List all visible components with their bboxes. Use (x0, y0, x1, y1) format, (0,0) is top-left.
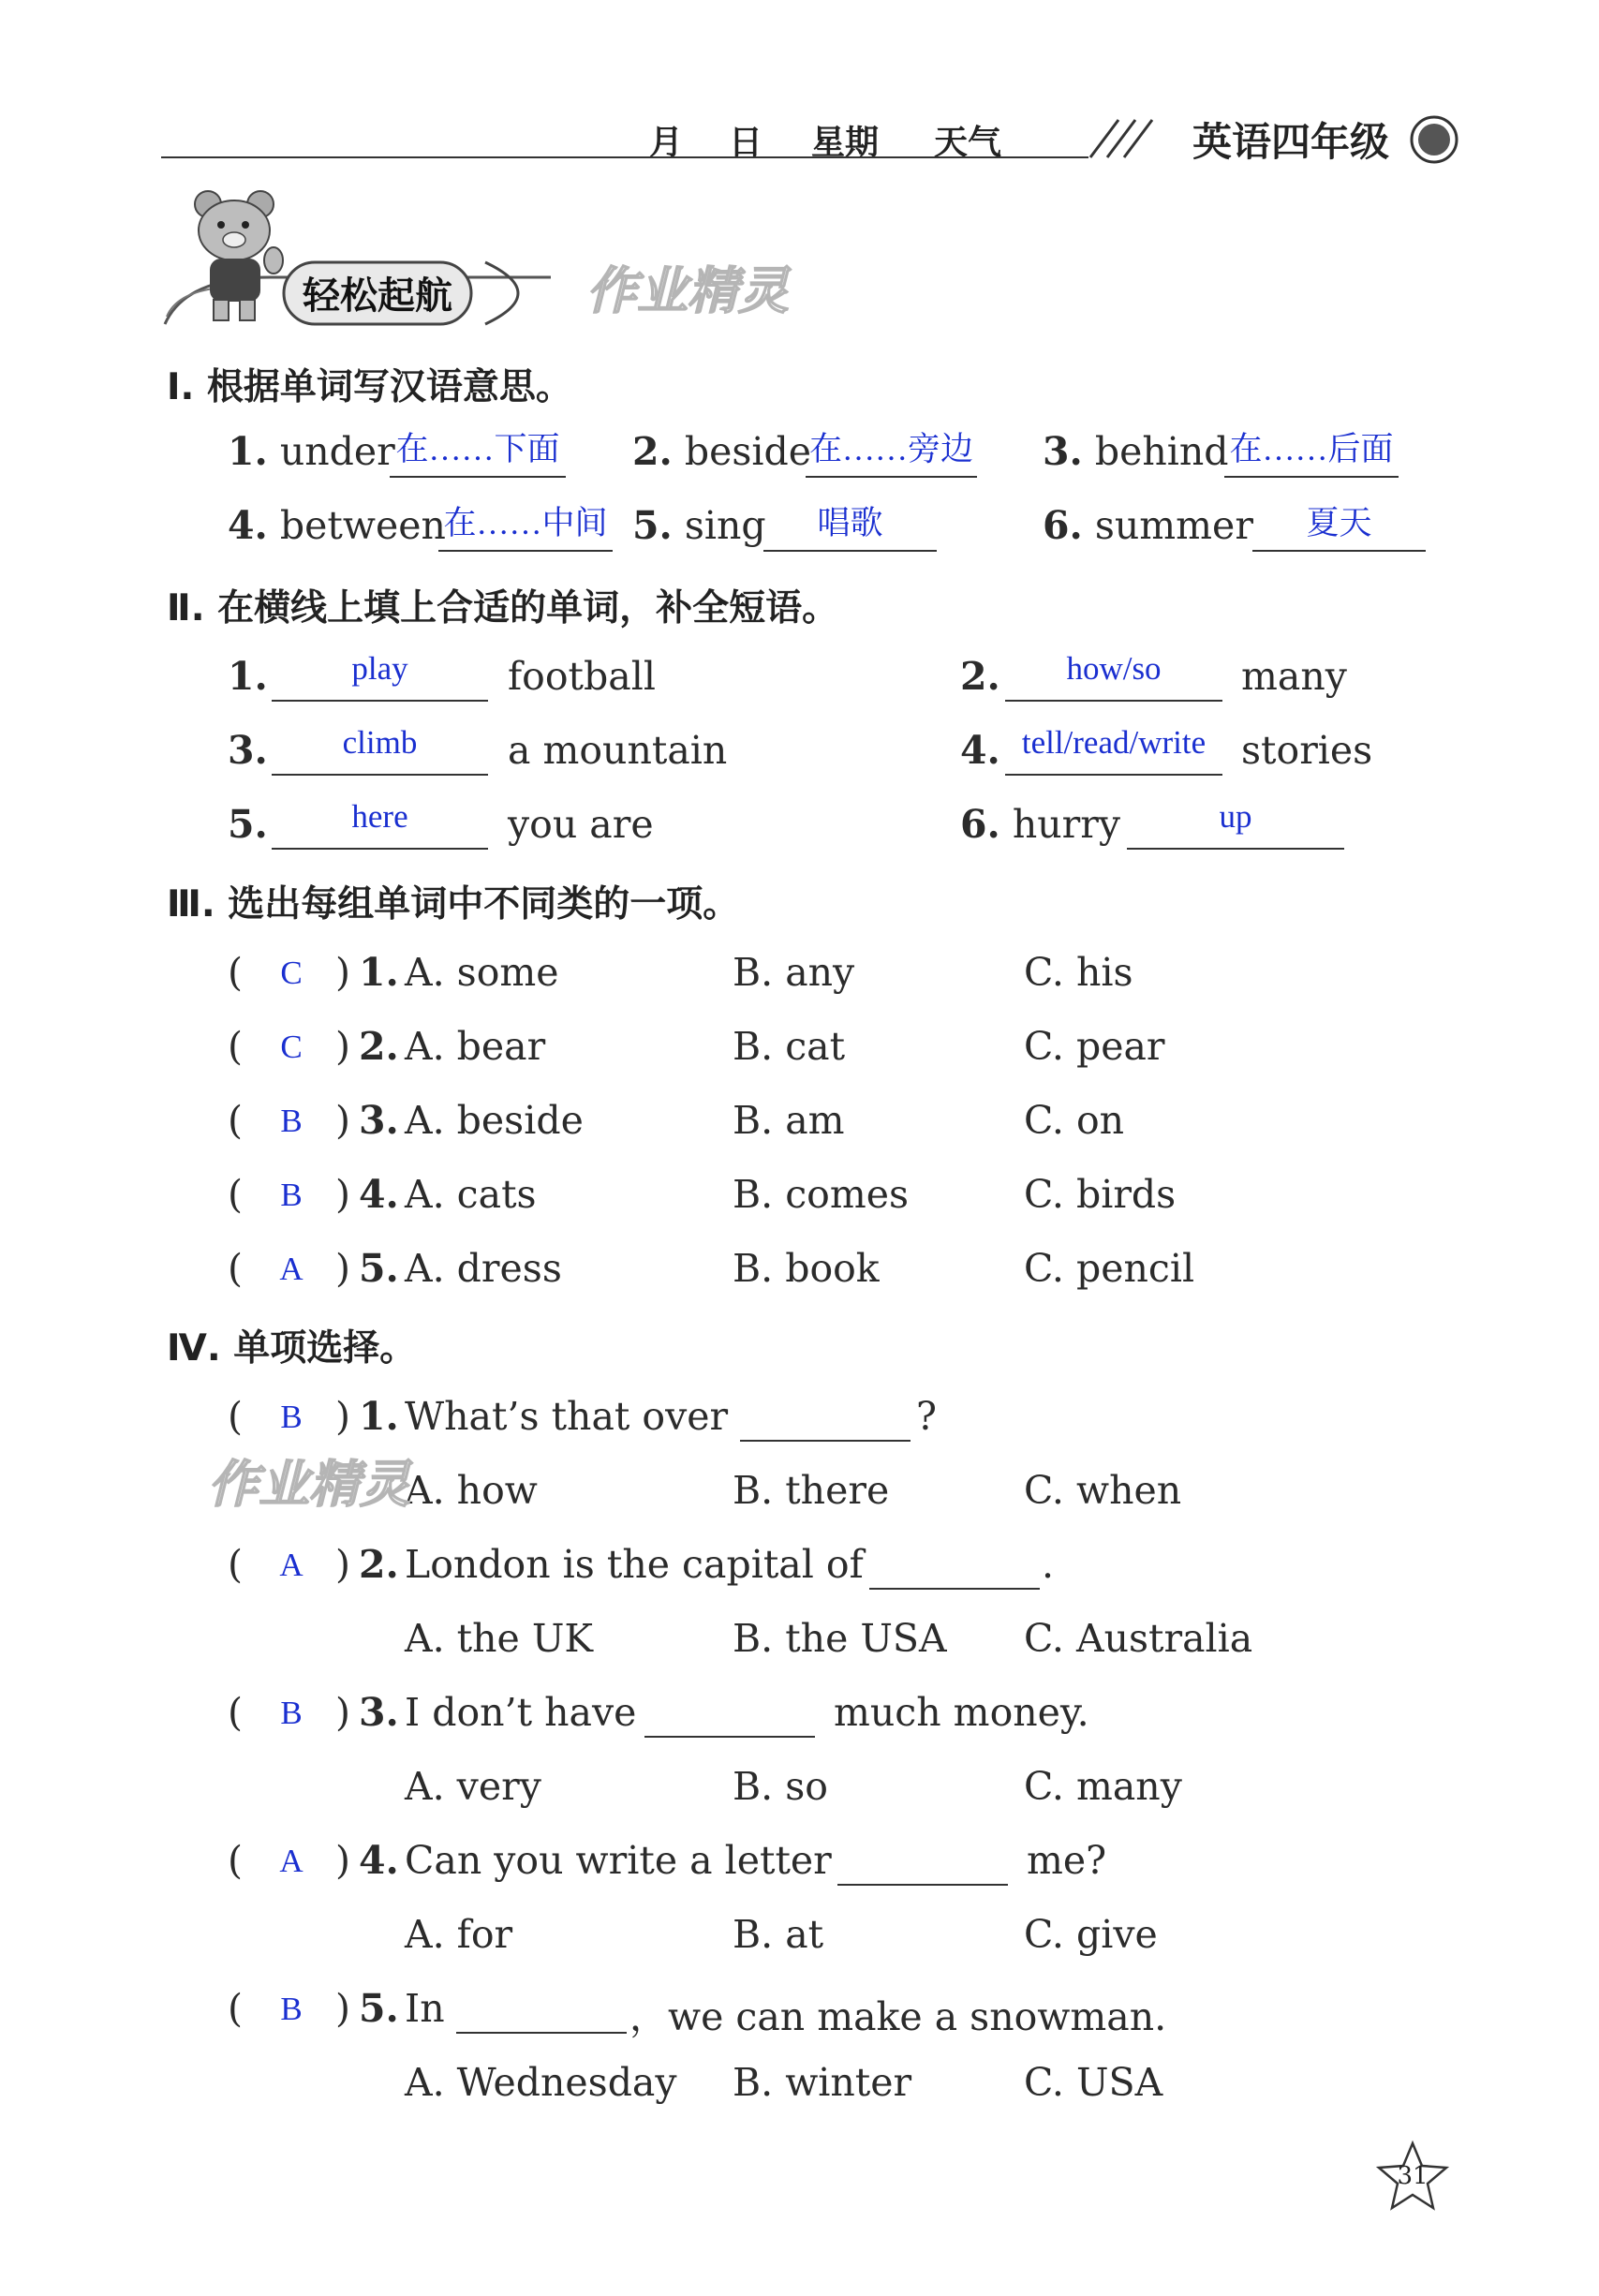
s4-q1-lparen: ( (228, 1394, 243, 1439)
s4-q3-rparen: ) (335, 1690, 350, 1735)
s3-row5-answer: A (279, 1251, 304, 1287)
s4-q5-stem: In (405, 1986, 445, 2031)
s3-row3-num: 3. (359, 1098, 399, 1143)
watermark-top: 作业精灵 (586, 261, 789, 320)
s4-q2-rparen: ) (335, 1542, 350, 1587)
s3-row4-num: 4. (359, 1172, 399, 1217)
s2-item1-blank[interactable] (272, 700, 488, 702)
s1-item4-num: 4. (228, 503, 268, 548)
section3-title: Ⅲ. 选出每组单词中不同类的一项。 (167, 883, 740, 926)
s2-item5-blank[interactable] (272, 848, 488, 850)
header-month: 月 (649, 124, 684, 162)
s4-q4-num: 4. (359, 1838, 399, 1883)
s2-item6-before: hurry (1012, 802, 1121, 847)
s3-row1-option-c: C. his (1024, 950, 1133, 995)
s2-item2-blank[interactable] (1005, 700, 1222, 702)
header-rule (161, 156, 1088, 158)
s1-item3-num: 3. (1043, 429, 1083, 474)
s3-row4-answer: B (280, 1177, 303, 1213)
s4-q2-blank[interactable] (869, 1588, 1040, 1590)
s1-item3-blank[interactable] (1224, 476, 1399, 478)
s2-item3-num: 3. (228, 728, 268, 773)
grade-circle-icon (1409, 114, 1459, 165)
s4-q2-num: 2. (359, 1542, 399, 1587)
s2-item6-blank[interactable] (1127, 848, 1344, 850)
s4-q1-num: 1. (359, 1394, 399, 1439)
s1-item2-answer: 在……旁边 (808, 431, 973, 467)
s1-item6-blank[interactable] (1252, 550, 1426, 552)
s3-row2-answer: C (280, 1029, 303, 1065)
s3-row4-option-b: B. comes (733, 1172, 910, 1217)
s1-item5-blank[interactable] (763, 550, 937, 552)
page-number: 31 (1397, 2162, 1429, 2190)
s4-q1-stem-end: ? (916, 1394, 937, 1439)
s4-q2-stem-end: . (1042, 1542, 1055, 1587)
s3-row5-num: 5. (359, 1246, 399, 1291)
s4-q5-lparen: ( (228, 1986, 243, 2031)
s4-q3-option-b: B. so (733, 1764, 828, 1809)
s3-row3-option-a: A. beside (405, 1098, 584, 1143)
s3-row4-rparen: ) (335, 1172, 350, 1217)
header-day: 日 (729, 124, 763, 162)
s1-item2-blank[interactable] (806, 476, 977, 478)
s4-q4-rparen: ) (335, 1838, 350, 1883)
s2-item4-num: 4. (960, 728, 1000, 773)
s4-q3-lparen: ( (228, 1690, 243, 1735)
s1-item1-blank[interactable] (390, 476, 566, 478)
s4-q4-stem-end: me? (1027, 1838, 1107, 1883)
header-weekday: 星期 (811, 124, 880, 162)
s4-q4-option-a: A. for (405, 1912, 513, 1957)
s3-row3-answer: B (280, 1103, 303, 1139)
section2-title: Ⅱ. 在横线上填上合适的单词，补全短语。 (167, 587, 839, 630)
bear-mascot-icon (185, 184, 289, 324)
s4-q4-blank[interactable] (837, 1884, 1008, 1886)
s1-item1-answer: 在……下面 (395, 431, 560, 467)
s3-row3-lparen: ( (228, 1098, 243, 1143)
s3-row1-answer: C (280, 955, 303, 991)
s2-item3-after: a mountain (508, 728, 728, 773)
s1-item5-word: sing (684, 503, 766, 548)
s2-item1-answer: play (351, 650, 408, 687)
s2-item4-answer: tell/read/write (1021, 724, 1207, 761)
s3-row1-rparen: ) (335, 950, 350, 995)
s1-item3-word: behind (1094, 429, 1229, 474)
s3-row4-option-c: C. birds (1024, 1172, 1177, 1217)
s2-item2-after: many (1241, 654, 1347, 699)
s4-q4-option-b: B. at (733, 1912, 824, 1957)
s4-q1-option-b: B. there (733, 1468, 890, 1513)
s1-item4-word: between (279, 503, 446, 548)
s1-item6-word: summer (1094, 503, 1253, 548)
header-grade: 英语四年级 (1192, 119, 1390, 165)
s4-q5-option-b: B. winter (733, 2060, 912, 2105)
s3-row3-option-b: B. am (733, 1098, 845, 1143)
section-banner-title: 轻松起航 (303, 274, 452, 318)
s4-q5-option-c: C. USA (1024, 2060, 1163, 2105)
s4-q2-option-a: A. the UK (405, 1616, 594, 1661)
s2-item6-num: 6. (960, 802, 1000, 847)
s4-q1-answer: B (280, 1399, 303, 1435)
s3-row5-option-b: B. book (733, 1246, 880, 1291)
s3-row4-option-a: A. cats (405, 1172, 537, 1217)
s2-item5-answer: here (351, 798, 408, 835)
s4-q3-option-c: C. many (1024, 1764, 1182, 1809)
s1-item5-answer: 唱歌 (817, 505, 883, 541)
s3-row4-lparen: ( (228, 1172, 243, 1217)
watermark-middle: 作业精灵 (208, 1455, 410, 1514)
s1-item5-num: 5. (632, 503, 673, 548)
s4-q2-option-b: B. the USA (733, 1616, 947, 1661)
s3-row1-option-a: A. some (405, 950, 559, 995)
s4-q3-blank[interactable] (644, 1736, 815, 1738)
s4-q3-num: 3. (359, 1690, 399, 1735)
s3-row5-rparen: ) (335, 1246, 350, 1291)
s1-item2-num: 2. (632, 429, 673, 474)
s2-item5-after: you are (508, 802, 654, 847)
s3-row1-num: 1. (359, 950, 399, 995)
s4-q1-rparen: ) (335, 1394, 350, 1439)
s4-q5-rparen: ) (335, 1986, 350, 2031)
s3-row1-option-b: B. any (733, 950, 855, 995)
s3-row5-option-c: C. pencil (1024, 1246, 1195, 1291)
s3-row3-option-c: C. on (1024, 1098, 1125, 1143)
s1-item1-num: 1. (228, 429, 268, 474)
s3-row2-rparen: ) (335, 1024, 350, 1069)
s4-q3-stem: I don’t have (405, 1690, 637, 1735)
s3-row5-option-a: A. dress (405, 1246, 562, 1291)
s4-q3-answer: B (280, 1695, 303, 1731)
s2-item4-after: stories (1241, 728, 1373, 773)
s4-q4-answer: A (279, 1843, 304, 1879)
s2-item1-num: 1. (228, 654, 268, 699)
s3-row3-rparen: ) (335, 1098, 350, 1143)
s1-item3-answer: 在……后面 (1229, 431, 1394, 467)
s4-q2-lparen: ( (228, 1542, 243, 1587)
s1-item6-answer: 夏天 (1306, 505, 1372, 541)
header-weather: 天气 (934, 124, 1002, 162)
s2-item1-after: football (508, 654, 656, 699)
s4-q3-stem-end: much money. (834, 1690, 1089, 1735)
s2-item2-answer: how/so (1066, 650, 1162, 687)
s4-q1-option-a: A. how (405, 1468, 538, 1513)
s1-item1-word: under (279, 429, 395, 474)
s3-row2-num: 2. (359, 1024, 399, 1069)
slash-decoration (1085, 114, 1160, 161)
s2-item3-blank[interactable] (272, 774, 488, 776)
s4-q5-answer: B (280, 1991, 303, 2027)
s3-row2-option-b: B. cat (733, 1024, 846, 1069)
s4-q2-option-c: C. Australia (1024, 1616, 1253, 1661)
s2-item3-answer: climb (342, 724, 418, 761)
s3-row5-lparen: ( (228, 1246, 243, 1291)
s3-row2-option-c: C. pear (1024, 1024, 1165, 1069)
s4-q5-num: 5. (359, 1986, 399, 2031)
s1-item4-blank[interactable] (438, 550, 613, 552)
s4-q3-option-a: A. very (405, 1764, 541, 1809)
section4-title: Ⅳ. 单项选择。 (167, 1327, 417, 1370)
s4-q2-answer: A (279, 1547, 304, 1583)
s1-item4-answer: 在……中间 (443, 505, 608, 541)
s4-q5-option-a: A. Wednesday (405, 2060, 677, 2105)
s2-item4-blank[interactable] (1005, 774, 1222, 776)
s2-item2-num: 2. (960, 654, 1000, 699)
s3-row2-option-a: A. bear (405, 1024, 546, 1069)
s4-q4-option-c: C. give (1024, 1912, 1158, 1957)
s4-q1-stem: What’s that over (405, 1394, 729, 1439)
s1-item2-word: beside (684, 429, 812, 474)
s4-q4-lparen: ( (228, 1838, 243, 1883)
s2-item5-num: 5. (228, 802, 268, 847)
s4-q5-stem-end: ，we can make a snowman. (629, 1994, 1167, 2039)
s1-item6-num: 6. (1043, 503, 1083, 548)
s4-q2-stem: London is the capital of (405, 1542, 864, 1587)
s4-q1-blank[interactable] (740, 1440, 911, 1442)
s2-item6-answer: up (1219, 798, 1252, 835)
s3-row1-lparen: ( (228, 950, 243, 995)
s4-q4-stem: Can you write a letter (405, 1838, 832, 1883)
s3-row2-lparen: ( (228, 1024, 243, 1069)
section1-title: Ⅰ. 根据单词写汉语意思。 (167, 366, 572, 408)
s4-q1-option-c: C. when (1024, 1468, 1182, 1513)
s4-q5-blank[interactable] (456, 2032, 627, 2034)
